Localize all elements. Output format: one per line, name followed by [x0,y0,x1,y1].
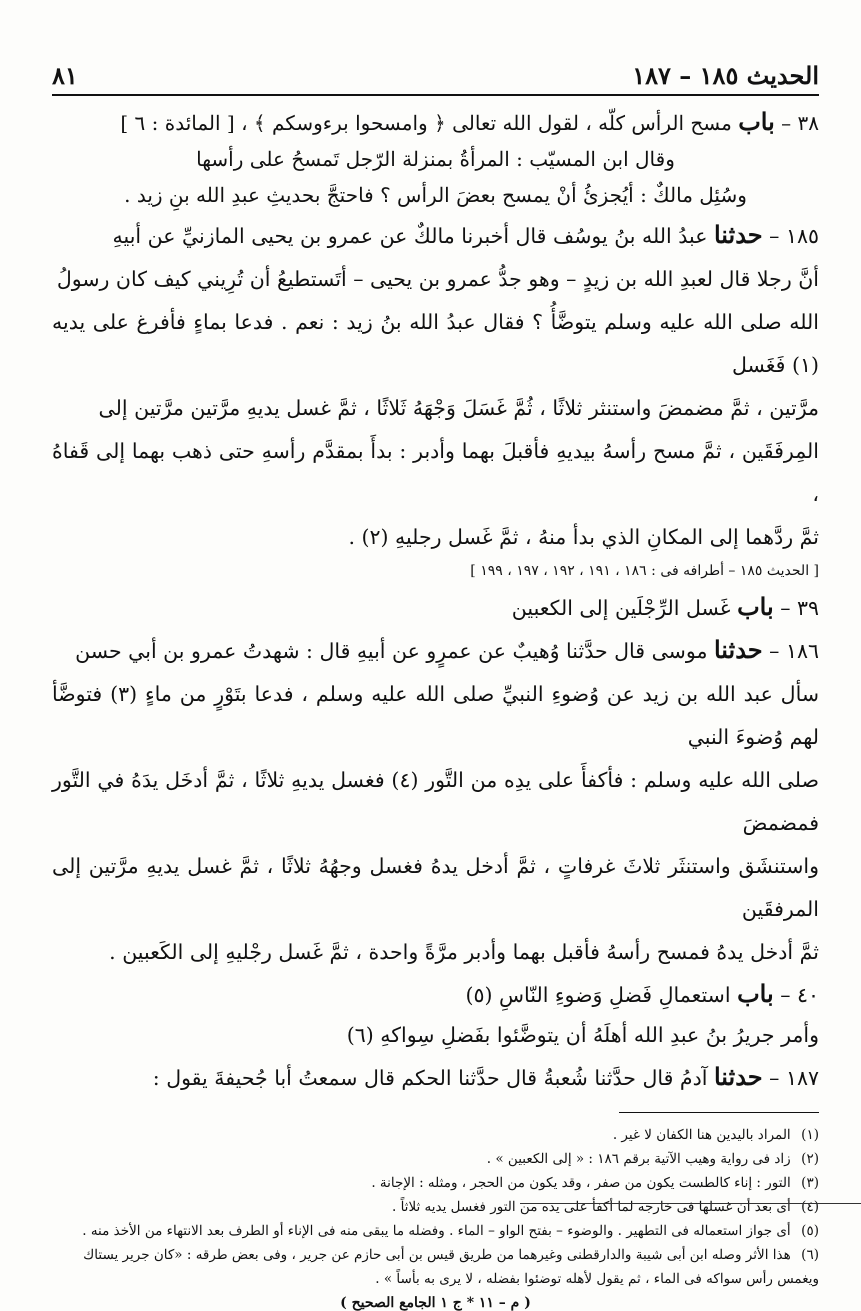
bottom-rule [520,1203,861,1204]
hadith-185-line5: المِرفَقَين ، ثمَّ مسح رأسهُ بيديهِ فأقبلَ بهما وأدبر : بدأَ بمقدَّم رأسهِ حتى ذهب بهما إلى قَفاهُ ، [52,439,819,506]
footnote-2: (٢) زاد فى رواية وهيب الآتية برقم ١٨٦ : « إلى الكعبين » . [486,1151,819,1167]
hadith-187-line1: ١٨٧ – حدثنا آدمُ قال حدَّثنا شُعبةُ قال حدَّثنا الحكم قال سمعتُ أبا جُحيفةَ يقول : [152,1062,819,1091]
footnote-1: (١) المراد باليدين هنا الكفان لا غير . [612,1127,819,1143]
hadith-185-line6: ثمَّ ردَّهما إلى المكانِ الذي بدأ منهُ ، ثمَّ غَسل رجليهِ (٢) . [348,525,819,549]
footnote-6: (٦) هذا الأثر وصله ابن أبى شيبة والدارقطنى وغيرهما من طريق قيس بن أبى حازم عن جرير ، وفى بعض طرقه : «كان جرير يستاك ويغمس رأس سواكه فى الماء ، ثم يقول لأهله توضئوا بفضله ، لا يرى به بأساً » . [83,1247,819,1287]
hadith-185-line2: أنَّ رجلا قال لعبدِ الله بن زيدٍ – وهو جدُّ عمرو بن يحيى – أتَستطيعُ أن تُرِيني كيف كان رسولُ [56,267,819,291]
page-number: ٨١ [52,61,78,90]
footnote-separator [619,1112,819,1113]
footnote-4: (٤) أى بعد أن غسلها فى خارجه لما أكفأ على يده من التور فغسل يديه ثلاثاً . [391,1199,819,1215]
chapter-38-line2: وقال ابن المسيّب : المرأةُ بمنزلة الرّجل تَمسحُ على رأسها [196,147,675,171]
hadith-185-line4: مرَّتين ، ثمَّ مضمضَ واستنثر ثلاثًا ، ثُمَّ غَسَلَ وَجْهَهُ ثَلاثًا ، ثمَّ غسل يديهِ مرَّتين مرَّتين إلى [98,396,819,420]
hadith-186-line4: واستنشَق واستنثَر ثلاثَ غرفاتٍ ، ثمَّ أدخل يدهُ فغسل وجهُهُ ثلاثًا ، ثمَّ غسل يديهِ مرَّتين إلى المرفقَين [52,854,819,921]
chapter-38-heading: ٣٨ – باب مسح الرأس كلّه ، لقول الله تعالى ﴿ وامسحوا برءوسكم ﴾ ، [ المائدة : ٦ ] [120,107,819,136]
running-title: الحديث ١٨٥ – ١٨٧ [632,61,819,90]
hadith-186-line2: سأل عبد الله بن زيد عن وُضوءِ النبيِّ صلى الله عليه وسلم ، فدعا بتَوْرٍ من ماءٍ (٣) فتوضَّأ لهم وُضوءَ النبي [52,682,819,749]
footnote-5: (٥) أى جواز استعماله فى التطهير . والوضوء – بفتح الواو – الماء . وفضله ما يبقى منه فى الإناء أو الطرف بعد الانتهاء من الأخذ منه . [82,1223,819,1239]
page-header [52,56,819,90]
hadith-186-line1: ١٨٦ – حدثنا موسى قال حدَّثنا وُهيبٌ عن عمرٍو عن أبيهِ قال : شهدتُ عمرو بن أبي حسن [75,635,819,664]
signature-line: ( م – ١١ * ج ١ الجامع الصحيح ) [340,1295,531,1311]
footnotes [52,1123,819,1291]
hadith-186-line5: ثمَّ أدخل يدهُ فمسح رأسهُ فأقبل بهما وأدبر مرَّةً واحدة ، ثمَّ غَسل رجْليهِ إلى الكَعبين . [109,940,819,964]
chapter-40-heading: ٤٠ – باب استعمالِ فَضلِ وَضوءِ النّاسِ (٥) [465,979,819,1008]
hadith-185-refs: [ الحديث ١٨٥ – أطرافه فى : ١٨٦ ، ١٩١ ، ١٩٢ ، ١٩٧ ، ١٩٩ ] [470,563,819,579]
hadith-185-line1: ١٨٥ – حدثنا عبدُ الله بنُ يوسُف قال أخبرنا مالكٌ عن عمرو بن يحيى المازنيِّ عن أبيهِ [112,220,819,249]
chapter-38-line3: وسُئِل مالكٌ : أيُجزئُ أنْ يمسح بعضَ الرأس ؟ فاحتجَّ بحديثِ عبدِ الله بنِ زيد . [124,183,747,207]
hadith-186-line3: صلى الله عليه وسلم : فأكفأَ على يدِه من التَّور (٤) فغسل يديهِ ثلاثًا ، ثمَّ أدخَل يدَهُ في التَّور فمضمضَ [52,768,819,835]
chapter-40-line2: وأمر جريرُ بنُ عبدِ الله أهلَهُ أن يتوضَّئوا بفَضلِ سِواكهِ (٦) [346,1023,819,1047]
footnote-3: (٣) التور : إناء كالطست يكون من صفر ، وقد يكون من الحجر ، ومثله : الإجانة . [371,1175,819,1191]
page [52,56,819,1311]
chapter-39-heading: ٣٩ – باب غَسل الرِّجْلَين إلى الكعبين [511,592,819,621]
hadith-185-line3: الله صلى الله عليه وسلم يتوضَّأُ ؟ فقال عبدُ الله بنُ زيد : نعم . فدعا بماءٍ فأفرغ على يديه (١) فَغَسل [52,310,819,377]
header-rule [52,94,819,96]
